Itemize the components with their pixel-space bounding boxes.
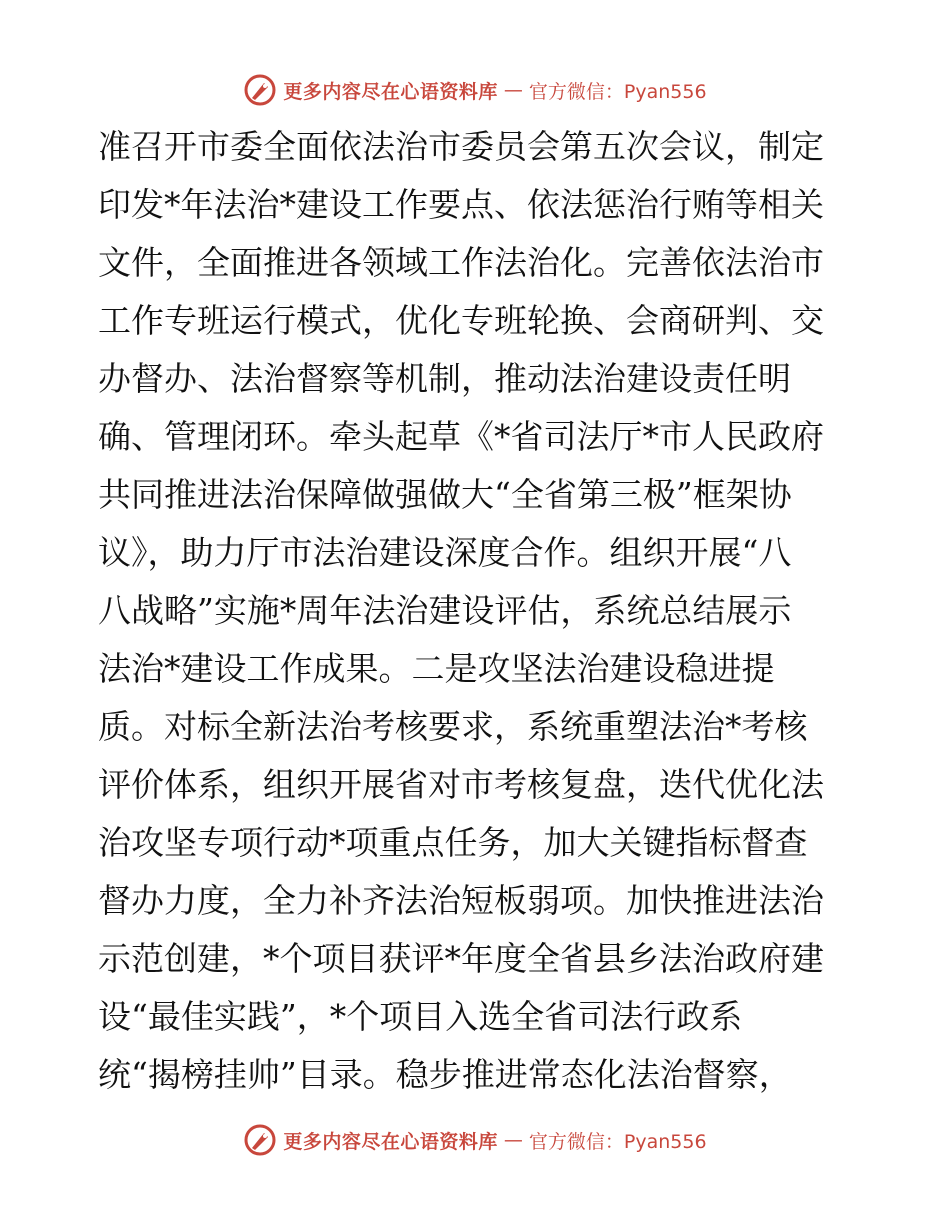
text-line: 示范创建，*个项目获评*年度全省县乡法治政府建 [98, 939, 824, 978]
text-line: 确、管理闭环。牵头起草《*省司法厅*市人民政府 [98, 417, 824, 456]
document-body [98, 118, 858, 1104]
watermark-main-text: 更多内容尽在心语资料库 [283, 80, 498, 103]
text-line: 统“揭榜挂帅”目录。稳步推进常态化法治督察， [98, 1055, 792, 1094]
text-line: 质。对标全新法治考核要求，系统重塑法治*考核 [98, 707, 808, 746]
text-line: 准召开市委全面依法治市委员会第五次会议，制定 [98, 127, 824, 166]
text-line: 工作专班运行模式，优化专班轮换、会商研判、交 [98, 301, 824, 340]
text-line: 议》，助力厅市法治建设深度合作。组织开展“八 [98, 533, 792, 572]
text-line: 八战略”实施*周年法治建设评估，系统总结展示 [98, 591, 792, 630]
text-line: 共同推进法治保障做强做大“全省第三极”框架协 [98, 475, 792, 514]
pen-nib-logo-icon [243, 73, 277, 107]
header-watermark [0, 72, 950, 108]
text-line: 治攻坚专项行动*项重点任务，加大关键指标督查 [98, 823, 808, 862]
watermark-separator: — [503, 79, 523, 101]
text-line: 办督办、法治督察等机制，推动法治建设责任明 [98, 359, 791, 398]
watermark-account-text: 官方微信：Pyan556 [528, 1130, 707, 1153]
pen-nib-logo-icon [243, 1123, 277, 1157]
watermark-account-text: 官方微信：Pyan556 [528, 80, 707, 103]
watermark-separator: — [503, 1129, 523, 1151]
text-line: 评价体系，组织开展省对市考核复盘，迭代优化法 [98, 765, 824, 804]
text-line: 印发*年法治*建设工作要点、依法惩治行贿等相关 [98, 185, 824, 224]
text-line: 法治*建设工作成果。二是攻坚法治建设稳进提 [98, 649, 775, 688]
text-line: 文件，全面推进各领域工作法治化。完善依法治市 [98, 243, 824, 282]
text-line: 督办力度，全力补齐法治短板弱项。加快推进法治 [98, 881, 824, 920]
text-line: 设“最佳实践”，*个项目入选全省司法行政系 [98, 997, 743, 1036]
footer-watermark [0, 1122, 950, 1158]
watermark-main-text: 更多内容尽在心语资料库 [283, 1130, 498, 1153]
